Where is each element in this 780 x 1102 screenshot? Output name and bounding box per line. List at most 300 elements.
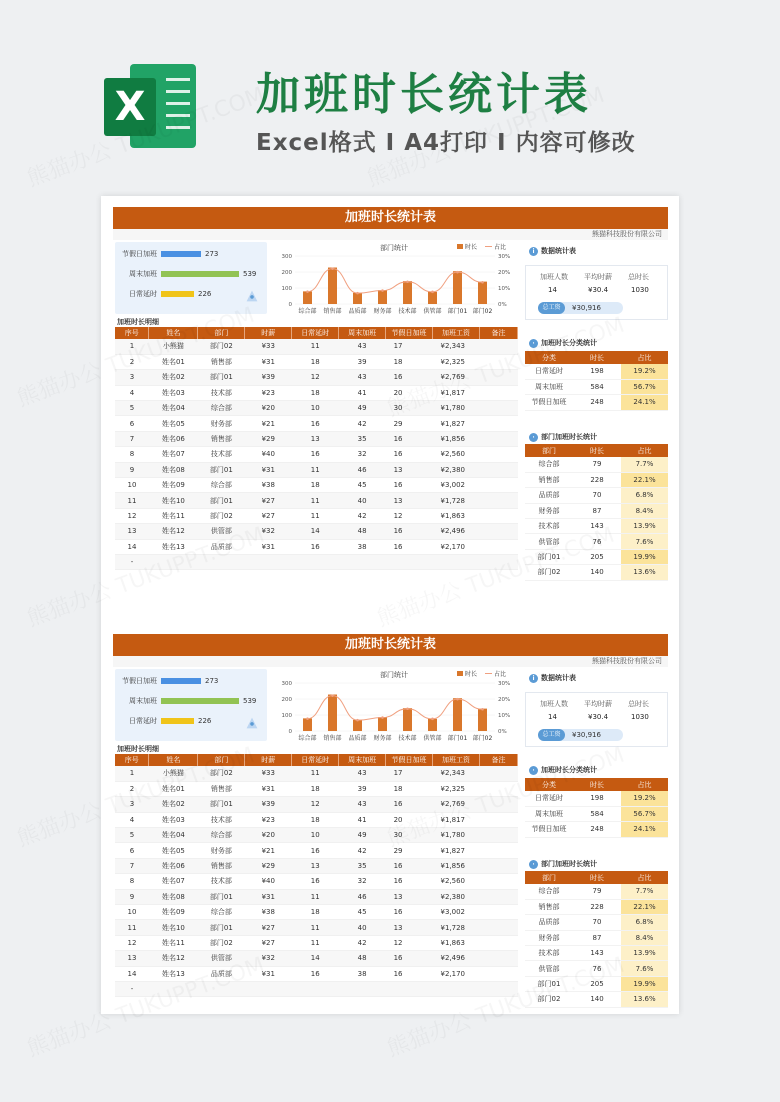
table-cell: 综合部 (198, 478, 245, 493)
table-cell: 姓名06 (149, 858, 198, 873)
rocket-icon (243, 714, 261, 732)
table-cell: 姓名11 (149, 508, 198, 523)
detail-header-cell: 加班工资 (433, 327, 480, 339)
table-cell: 14 (115, 539, 149, 554)
ratio-point (306, 717, 309, 720)
dept-chart (271, 667, 517, 747)
table-cell (479, 843, 517, 858)
table-cell: 技术部 (198, 385, 245, 400)
table-cell: 4 (115, 812, 149, 827)
ratio-point (331, 694, 334, 697)
kpi-value: 273 (205, 250, 219, 258)
dept-hours: 228 (573, 472, 621, 487)
table-cell (479, 401, 517, 416)
table-cell: 42 (339, 416, 386, 431)
table-cell: 姓名07 (149, 447, 198, 462)
kpi-bar (161, 251, 201, 257)
dept-name: 技术部 (525, 946, 573, 961)
y-tick-label: 0 (288, 729, 292, 735)
ratio-point (481, 281, 484, 284)
detail-header-cell: 部门 (198, 754, 245, 766)
table-cell: 姓名06 (149, 431, 198, 446)
table-cell: 11 (292, 339, 339, 354)
dept-name: 财务部 (525, 503, 573, 518)
table-cell: ¥27 (245, 920, 292, 935)
y-tick-label: 200 (281, 697, 292, 703)
dept-percent: 19.9% (621, 549, 668, 564)
stat-value: 1030 (631, 713, 649, 721)
stats-section-title: i 数据统计表 (529, 673, 576, 683)
table-row (115, 416, 518, 431)
table-cell: 16 (386, 797, 433, 812)
table-cell: 姓名02 (149, 370, 198, 385)
kpi-value: 226 (198, 290, 212, 298)
total-wage-pill (538, 729, 623, 741)
x-tick-label: 部门02 (472, 308, 493, 315)
table-cell: 部门02 (198, 339, 245, 354)
table-row (115, 905, 518, 920)
table-cell: 18 (292, 812, 339, 827)
excel-logo-icon: X (102, 60, 198, 156)
category-percent: 56.7% (621, 806, 668, 821)
dept-header-cell: 时长 (573, 871, 621, 884)
table-cell: 38 (339, 539, 386, 554)
info-icon: i (529, 247, 538, 256)
table-cell: 财务部 (198, 416, 245, 431)
ratio-point (306, 290, 309, 293)
table-cell: 13 (386, 462, 433, 477)
table-cell: 48 (339, 951, 386, 966)
chart-icon: · (529, 339, 538, 348)
detail-header-cell: 节假日加班 (386, 754, 433, 766)
table-cell: 16 (292, 447, 339, 462)
x-tick-label: 品质部 (348, 308, 367, 315)
table-cell: 14 (292, 524, 339, 539)
table-row (525, 503, 668, 518)
dept-name: 品质部 (525, 488, 573, 503)
table-cell: 技术部 (198, 447, 245, 462)
ratio-point (381, 289, 384, 292)
detail-header-cell: 时薪 (245, 327, 292, 339)
table-cell: 7 (115, 858, 149, 873)
table-cell: 43 (339, 797, 386, 812)
table-cell: 13 (292, 431, 339, 446)
table-cell: 11 (292, 508, 339, 523)
dept-percent: 6.8% (621, 488, 668, 503)
table-cell: - (115, 554, 149, 569)
dept-name: 销售部 (525, 472, 573, 487)
table-cell (339, 981, 386, 996)
table-cell: ¥40 (245, 447, 292, 462)
dept-hours: 140 (573, 992, 621, 1007)
dept-percent: 7.7% (621, 457, 668, 472)
table-cell (479, 889, 517, 904)
ratio-point (356, 292, 359, 295)
table-cell: 32 (339, 874, 386, 889)
detail-header-cell: 部门 (198, 327, 245, 339)
dept-hours: 70 (573, 488, 621, 503)
table-cell: 13 (292, 858, 339, 873)
table-cell: 部门02 (198, 935, 245, 950)
dept-section-title: · 部门加班时长统计 (529, 432, 597, 442)
company-name: 熊猫科技股份有限公司 (113, 229, 668, 240)
dept-name: 技术部 (525, 519, 573, 534)
category-percent: 24.1% (621, 395, 668, 410)
kpi-value: 539 (243, 270, 257, 278)
dept-hours: 228 (573, 899, 621, 914)
table-cell: ¥38 (245, 905, 292, 920)
kpi-bar (161, 291, 194, 297)
table-row (525, 884, 668, 899)
stat-value: 14 (548, 286, 557, 294)
hero-title: 加班时长统计表 (256, 69, 592, 120)
table-cell: 13 (386, 920, 433, 935)
table-cell: 12 (292, 370, 339, 385)
bar (378, 290, 387, 304)
table-cell: ¥1,827 (433, 843, 480, 858)
table-cell: 8 (115, 874, 149, 889)
table-cell: 2 (115, 354, 149, 369)
table-cell: 14 (115, 966, 149, 981)
kpi-label: 日常延时 (129, 290, 157, 298)
table-cell: 部门01 (198, 889, 245, 904)
dept-name: 部门02 (525, 565, 573, 580)
dept-hours: 79 (573, 884, 621, 899)
table-cell: 姓名05 (149, 843, 198, 858)
table-cell: 43 (339, 370, 386, 385)
table-cell: 11 (292, 935, 339, 950)
table-cell: ¥1,856 (433, 858, 480, 873)
dept-percent: 8.4% (621, 503, 668, 518)
table-cell: 11 (292, 920, 339, 935)
table-cell: 32 (339, 447, 386, 462)
y2-tick-label: 20% (498, 270, 511, 276)
table-cell: ¥2,343 (433, 339, 480, 354)
table-cell: 16 (386, 431, 433, 446)
table-row (525, 395, 668, 410)
table-cell: ¥40 (245, 874, 292, 889)
table-row (115, 843, 518, 858)
table-cell: 3 (115, 370, 149, 385)
kpi-label: 节假日加班 (122, 677, 157, 685)
table-cell: 16 (386, 524, 433, 539)
table-cell: 姓名13 (149, 539, 198, 554)
table-cell: ¥31 (245, 462, 292, 477)
kpi-value: 539 (243, 697, 257, 705)
table-cell: 10 (115, 478, 149, 493)
table-cell: 18 (292, 385, 339, 400)
bar (403, 281, 412, 304)
category-name: 节假日加班 (525, 395, 573, 410)
table-cell: 11 (292, 462, 339, 477)
table-row (115, 508, 518, 523)
table-cell: 20 (386, 385, 433, 400)
table-cell: 16 (386, 905, 433, 920)
table-row (525, 915, 668, 930)
dept-name: 供管部 (525, 961, 573, 976)
table-cell (479, 508, 517, 523)
table-cell: 16 (386, 370, 433, 385)
x-tick-label: 财务部 (373, 735, 392, 742)
ratio-point (356, 719, 359, 722)
table-cell: 43 (339, 339, 386, 354)
stat-header: 平均时薪 (584, 700, 612, 708)
table-cell: 9 (115, 462, 149, 477)
table-cell: ¥2,769 (433, 797, 480, 812)
table-cell (245, 981, 292, 996)
table-cell: 姓名12 (149, 951, 198, 966)
kpi-label: 周末加班 (129, 270, 157, 278)
table-cell (479, 966, 517, 981)
kpi-label: 日常延时 (129, 717, 157, 725)
detail-header-cell: 序号 (115, 754, 149, 766)
dept-name: 供管部 (525, 534, 573, 549)
y2-tick-label: 30% (498, 681, 511, 687)
y-tick-label: 0 (288, 302, 292, 308)
kpi-bar (161, 678, 201, 684)
chart-icon: · (529, 766, 538, 775)
kpi-value: 273 (205, 677, 219, 685)
dept-name: 部门02 (525, 992, 573, 1007)
table-row (115, 431, 518, 446)
table-row (525, 822, 668, 837)
table-cell: ¥2,496 (433, 951, 480, 966)
dept-percent: 13.9% (621, 946, 668, 961)
dept-hours: 143 (573, 519, 621, 534)
table-cell: 49 (339, 401, 386, 416)
table-cell: 42 (339, 508, 386, 523)
category-name: 日常延时 (525, 364, 573, 379)
dept-percent: 13.6% (621, 565, 668, 580)
stat-value: 14 (548, 713, 557, 721)
detail-header-cell: 节假日加班 (386, 327, 433, 339)
dept-hours: 76 (573, 534, 621, 549)
dept-header-cell: 占比 (621, 444, 668, 457)
table-cell: ¥23 (245, 812, 292, 827)
table-cell: ¥39 (245, 370, 292, 385)
table-cell (479, 858, 517, 873)
y-tick-label: 200 (281, 270, 292, 276)
table-cell: 姓名08 (149, 889, 198, 904)
dept-header-cell: 部门 (525, 871, 573, 884)
dept-name: 综合部 (525, 457, 573, 472)
table-cell: 5 (115, 401, 149, 416)
y-tick-label: 300 (281, 254, 292, 260)
x-tick-label: 供管部 (423, 308, 442, 315)
bar (303, 718, 312, 731)
company-name: 熊猫科技股份有限公司 (113, 656, 668, 667)
kpi-label: 周末加班 (129, 697, 157, 705)
table-cell (479, 431, 517, 446)
x-tick-label: 部门01 (447, 735, 468, 742)
table-cell: ¥33 (245, 339, 292, 354)
ratio-point (406, 707, 409, 710)
table-cell: 14 (292, 951, 339, 966)
detail-header-cell: 加班工资 (433, 754, 480, 766)
category-header-cell: 分类 (525, 778, 573, 791)
kpi-row (115, 675, 267, 687)
category-header-cell: 分类 (525, 351, 573, 364)
table-row (115, 935, 518, 950)
table-cell: 12 (292, 797, 339, 812)
table-cell: ¥1,863 (433, 935, 480, 950)
table-cell: 姓名01 (149, 781, 198, 796)
dept-section-title: · 部门加班时长统计 (529, 859, 597, 869)
table-cell: ¥2,560 (433, 874, 480, 889)
detail-header-cell: 周末加班 (339, 754, 386, 766)
table-cell (245, 554, 292, 569)
dept-hours: 205 (573, 976, 621, 991)
table-cell (292, 554, 339, 569)
table-row (115, 401, 518, 416)
table-cell: 2 (115, 781, 149, 796)
table-cell: 13 (115, 951, 149, 966)
table-cell: 部门01 (198, 493, 245, 508)
table-cell: 39 (339, 781, 386, 796)
table-cell: ¥31 (245, 966, 292, 981)
table-cell: 12 (386, 508, 433, 523)
table-cell: ¥1,817 (433, 812, 480, 827)
stat-value: 1030 (631, 286, 649, 294)
table-cell: 4 (115, 385, 149, 400)
chart-title: 部门统计 (380, 671, 408, 679)
bar (478, 282, 487, 304)
table-cell: ¥31 (245, 781, 292, 796)
table-row (525, 379, 668, 394)
table-row (115, 874, 518, 889)
x-tick-label: 销售部 (323, 308, 342, 315)
bar (353, 720, 362, 731)
table-cell: 5 (115, 828, 149, 843)
hero-subtitle: Excel格式 I A4打印 I 内容可修改 (256, 130, 636, 156)
total-wage-value: ¥30,916 (572, 731, 601, 739)
dept-hours: 79 (573, 457, 621, 472)
x-tick-label: 技术部 (398, 735, 417, 742)
table-cell: 43 (339, 766, 386, 781)
bar (453, 271, 462, 304)
table-cell: ¥27 (245, 493, 292, 508)
table-cell: 30 (386, 401, 433, 416)
detail-header-cell: 时薪 (245, 754, 292, 766)
table-cell (479, 951, 517, 966)
table-cell: 16 (386, 966, 433, 981)
table-cell: 16 (386, 539, 433, 554)
stat-header: 平均时薪 (584, 273, 612, 281)
table-cell: ¥2,496 (433, 524, 480, 539)
chart-icon: · (529, 433, 538, 442)
table-cell: ¥21 (245, 843, 292, 858)
table-cell: 46 (339, 462, 386, 477)
table-cell: 11 (292, 766, 339, 781)
table-cell (479, 416, 517, 431)
table-cell (479, 462, 517, 477)
table-cell: 6 (115, 843, 149, 858)
table-row (115, 951, 518, 966)
category-header-cell: 时长 (573, 351, 621, 364)
dept-name: 品质部 (525, 915, 573, 930)
table-cell: ¥2,560 (433, 447, 480, 462)
category-header-cell: 占比 (621, 778, 668, 791)
table-cell (479, 493, 517, 508)
table-cell: 部门01 (198, 370, 245, 385)
table-cell: 技术部 (198, 874, 245, 889)
dept-percent: 7.7% (621, 884, 668, 899)
dept-percent: 13.9% (621, 519, 668, 534)
bar (303, 291, 312, 304)
detail-header-cell: 日常延时 (292, 327, 339, 339)
table-cell: 销售部 (198, 354, 245, 369)
detail-header-cell: 姓名 (149, 754, 198, 766)
table-cell: ¥29 (245, 431, 292, 446)
detail-section-title: 加班时长明细 (117, 745, 159, 753)
category-hours: 248 (573, 395, 621, 410)
dept-percent: 22.1% (621, 899, 668, 914)
table-cell: ¥1,780 (433, 828, 480, 843)
table-row (525, 930, 668, 945)
detail-header-cell: 日常延时 (292, 754, 339, 766)
y2-tick-label: 0% (498, 729, 507, 735)
table-cell: 13 (386, 493, 433, 508)
table-row (525, 488, 668, 503)
table-cell: ¥1,856 (433, 431, 480, 446)
dept-hours: 143 (573, 946, 621, 961)
kpi-bar (161, 698, 239, 704)
dept-chart (271, 240, 517, 320)
table-cell: 18 (386, 781, 433, 796)
table-cell: 16 (292, 539, 339, 554)
table-cell: 7 (115, 431, 149, 446)
table-row (525, 472, 668, 487)
table-cell (386, 554, 433, 569)
table-row (115, 889, 518, 904)
dept-header-cell: 时长 (573, 444, 621, 457)
table-cell: 41 (339, 812, 386, 827)
table-cell: 部门01 (198, 462, 245, 477)
detail-table (115, 327, 518, 570)
table-cell: 13 (386, 889, 433, 904)
table-cell: ¥2,325 (433, 354, 480, 369)
table-row (525, 806, 668, 821)
category-percent: 56.7% (621, 379, 668, 394)
legend-label: 时长 (465, 244, 478, 251)
table-cell: 45 (339, 905, 386, 920)
dept-percent: 8.4% (621, 930, 668, 945)
category-percent: 24.1% (621, 822, 668, 837)
dept-percent: 7.6% (621, 534, 668, 549)
legend-swatch-hours (457, 244, 463, 249)
table-cell: 12 (386, 935, 433, 950)
sheet-title: 加班时长统计表 (113, 634, 668, 656)
bar (453, 698, 462, 731)
table-cell: 姓名01 (149, 354, 198, 369)
chart-icon: · (529, 860, 538, 869)
stats-box (525, 692, 668, 747)
table-cell: 42 (339, 935, 386, 950)
dept-percent: 22.1% (621, 472, 668, 487)
table-cell: 财务部 (198, 843, 245, 858)
table-cell: ¥32 (245, 524, 292, 539)
table-cell: 18 (386, 354, 433, 369)
table-cell: ¥3,002 (433, 478, 480, 493)
table-cell: 11 (292, 889, 339, 904)
category-header-cell: 时长 (573, 778, 621, 791)
legend-label: 时长 (465, 671, 478, 678)
table-cell: ¥20 (245, 401, 292, 416)
table-cell: 综合部 (198, 828, 245, 843)
category-percent: 19.2% (621, 364, 668, 379)
table-row (115, 462, 518, 477)
category-hours: 198 (573, 791, 621, 806)
